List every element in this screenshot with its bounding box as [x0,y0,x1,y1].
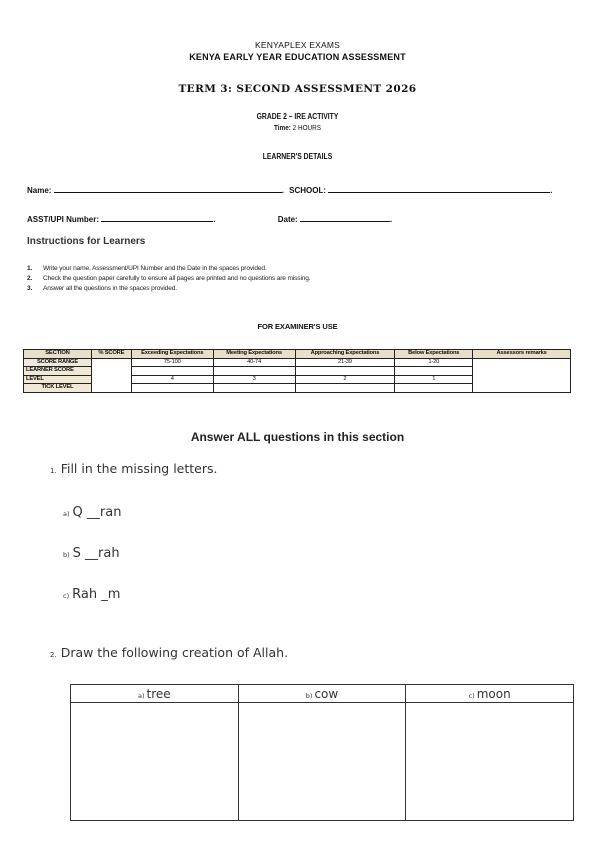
drawing-col-tree: a) tree [71,685,239,703]
table-cell: 75-100 [131,358,213,367]
part-label: c) [63,592,70,600]
drawing-table-header [71,685,574,703]
col-exceeding: Exceeding Expectations [131,350,213,359]
table-row [24,358,571,367]
part-label: b) [63,551,70,559]
instructions-list [27,264,310,294]
col-approaching: Approaching Expectations [295,350,395,359]
table-cell: 3 [213,375,295,384]
asst-date-row: ASST/UPI Number: . Date: . [27,215,393,224]
row-label: LEVEL [24,375,92,384]
assessment-title: KENYA EARLY YEAR EDUCATION ASSESSMENT [189,52,406,62]
table-cell[interactable] [295,384,395,393]
drawing-col-moon: c) moon [406,685,574,703]
question-1 [50,461,217,476]
row-label: TICK LEVEL [24,384,92,393]
table-cell: 1 [395,375,473,384]
name-field[interactable] [54,185,282,193]
drawing-table [70,684,574,821]
question-number: 1. [50,467,57,475]
question-1-part-c[interactable] [63,587,120,602]
grade-title: GRADE 2 – IRE ACTIVITY [256,112,339,121]
table-cell: 2 [295,375,395,384]
question-2 [50,645,288,660]
question-number: 2. [50,651,57,659]
table-cell[interactable] [131,367,213,376]
term-title: TERM 3: SECOND ASSESSMENT 2026 [178,83,417,95]
table-cell: 21-39 [295,358,395,367]
col-section: SECTION [24,350,92,359]
instructions-title: Instructions for Learners [27,236,146,247]
question-1-part-b[interactable] [63,546,120,561]
col-score: % SCORE [91,350,131,359]
score-cell[interactable] [91,358,131,392]
school-label: SCHOOL: [289,186,327,195]
table-cell[interactable] [131,384,213,393]
date-field[interactable] [300,214,390,222]
table-cell: 40-74 [213,358,295,367]
part-text: Q __ran [72,505,122,520]
time-value: 2 HOURS [292,123,322,132]
part-text: S __rah [72,546,120,561]
question-text: Fill in the missing letters. [60,461,218,476]
table-cell[interactable] [295,367,395,376]
row-label: SCORE RANGE [24,358,92,367]
asst-upi-field[interactable] [101,214,213,222]
instruction-item: 1. Write your name, Assessment/UPI Number and the Date in the spaces provided. [27,265,267,272]
drawing-row [71,703,574,821]
part-label: a) [63,510,70,518]
exam-org-title: KENYAPLEX EXAMS [254,40,341,50]
drawing-col-cow: b) cow [238,685,406,703]
time-label: Time: [273,123,291,132]
part-text: Rah _m [72,587,121,602]
drawing-area-tree[interactable] [71,703,239,821]
examiner-use-title: FOR EXAMINER'S USE [257,322,338,331]
table-cell: 4 [131,375,213,384]
instruction-item: 2. Check the question paper carefully to ensure all pages are printed and no questions are missing. [27,275,311,282]
drawing-area-cow[interactable] [238,703,406,821]
question-text: Draw the following creation of Allah. [60,645,289,660]
table-cell: 1-20 [395,358,473,367]
name-label: Name: [27,186,52,195]
instruction-item: 3. Answer all the questions in the spaces provided. [27,285,177,292]
table-cell[interactable] [395,367,473,376]
remarks-cell[interactable] [473,358,571,392]
school-field[interactable] [328,185,550,193]
table-cell[interactable] [213,367,295,376]
asst-label: ASST/UPI Number: [27,215,100,224]
question-1-part-a[interactable] [63,505,121,520]
date-label: Date: [277,215,298,224]
score-table [23,349,571,393]
time-line [45,123,551,132]
section-title: Answer ALL questions in this section [190,430,405,444]
score-table-header [24,350,571,359]
col-remarks: Assessors remarks [473,350,571,359]
col-meeting: Meeting Expectations [213,350,295,359]
row-label: LEARNER SCORE [24,367,92,376]
col-below: Below Expectations [395,350,473,359]
learner-details-heading: LEARNER'S DETAILS [262,152,333,161]
name-school-row: Name: . SCHOOL: . [27,186,553,195]
drawing-area-moon[interactable] [406,703,574,821]
table-cell[interactable] [213,384,295,393]
table-cell[interactable] [395,384,473,393]
